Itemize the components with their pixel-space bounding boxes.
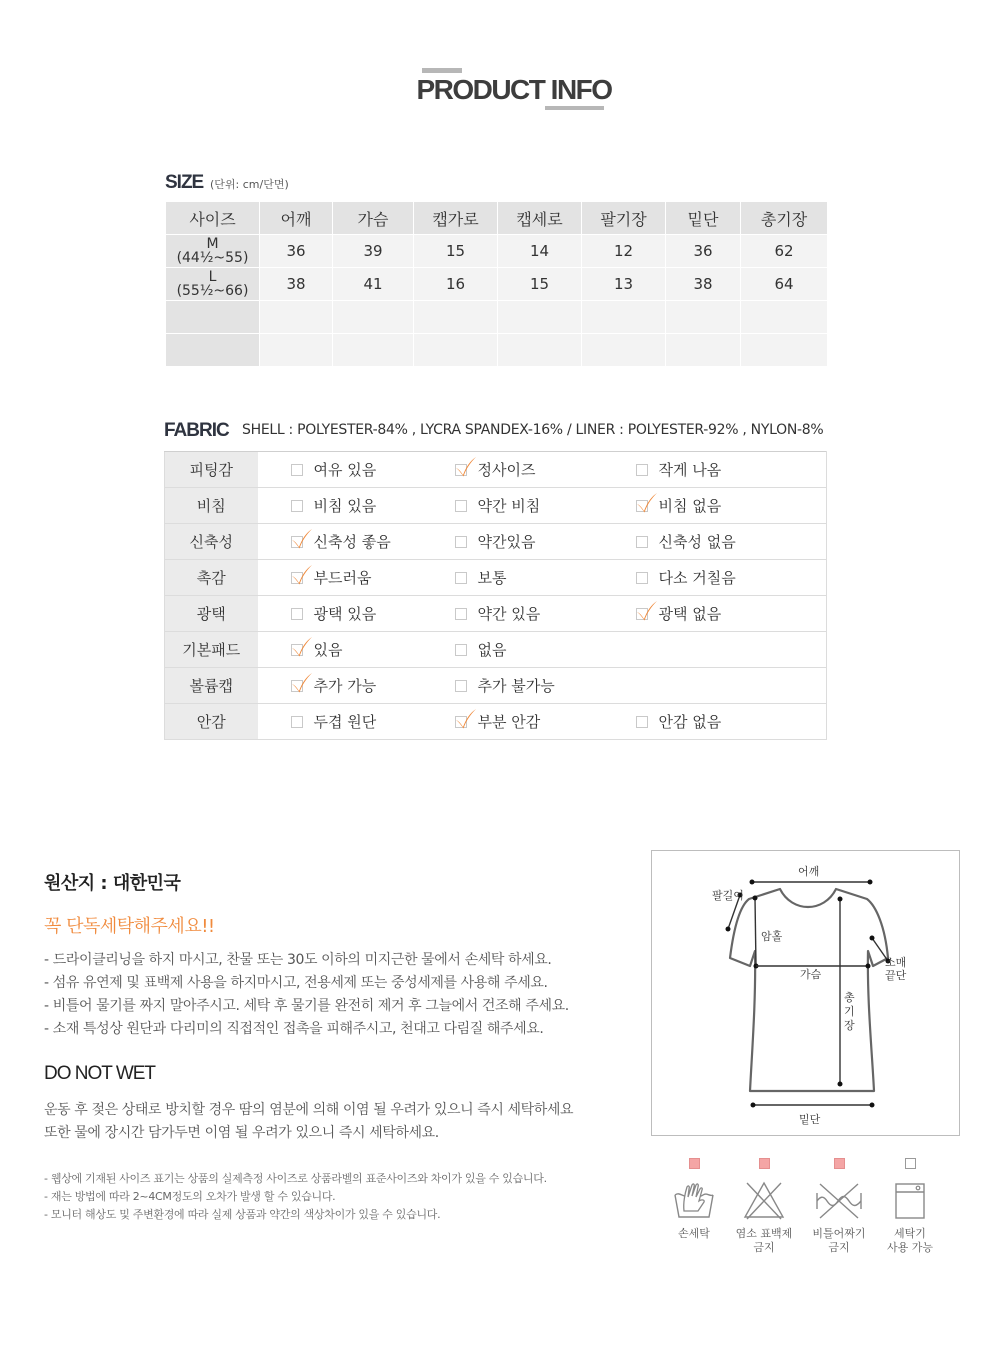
care-indicator (759, 1158, 770, 1169)
size-disclaimer (44, 1170, 547, 1224)
fabric-option-label: 다소 거칠음 (658, 569, 736, 587)
fabric-option (440, 495, 621, 516)
fabric-option (258, 531, 440, 552)
fabric-row (165, 668, 827, 704)
title-bar-bottom (545, 106, 604, 110)
fabric-option-label: 추가 가능 (313, 677, 377, 695)
size-row-label (166, 235, 260, 268)
do-not-wet-line: 운동 후 젖은 상태로 방치할 경우 땀의 염분에 의해 이염 될 우려가 있으니 즉시 세탁하세요 (44, 1102, 574, 1118)
fabric-option-label: 신축성 좋음 (313, 533, 391, 551)
fabric-option (440, 603, 621, 624)
size-header-row (166, 202, 828, 235)
fabric-option-label: 정사이즈 (477, 461, 536, 479)
checkmark-icon (634, 492, 658, 514)
size-cell: 39 (333, 235, 414, 268)
size-cell (741, 334, 828, 367)
size-cell: 16 (414, 268, 498, 301)
fabric-option (258, 603, 440, 624)
size-col-header: 총기장 (741, 202, 828, 235)
fabric-option-label: 비침 있음 (313, 497, 377, 515)
fabric-option-label: 약간 있음 (477, 605, 541, 623)
size-row-label (166, 301, 260, 334)
fabric-option (258, 567, 440, 588)
size-cell: 15 (414, 235, 498, 268)
fabric-option-cell (621, 704, 827, 740)
fabric-option-cell (621, 596, 827, 632)
do-not-wet-title: DO NOT WET (44, 1063, 156, 1084)
fabric-option (621, 531, 827, 552)
wash-warning: 꼭 단독세탁해주세요!! (44, 916, 215, 937)
fabric-option-cell (440, 488, 621, 524)
size-cell: 62 (741, 235, 828, 268)
fabric-row (165, 632, 827, 668)
fabric-option-cell (258, 488, 440, 524)
size-cell: 14 (498, 235, 582, 268)
size-cell: 15 (498, 268, 582, 301)
checkmark-icon (289, 636, 313, 658)
checkmark-icon (289, 564, 313, 586)
fabric-option-label: 작게 나옴 (658, 461, 722, 479)
size-cell (260, 334, 333, 367)
diagram-label-chest: 가슴 (800, 968, 822, 981)
care-indicator (689, 1158, 700, 1169)
size-cell (333, 301, 414, 334)
checkmark-icon (453, 708, 477, 730)
fabric-row (165, 452, 827, 488)
checkbox-icon (455, 572, 467, 584)
size-col-header: 캡가로 (414, 202, 498, 235)
size-table (165, 201, 828, 367)
fabric-option (440, 711, 621, 732)
page-title: PRODUCT INFO (416, 74, 612, 105)
fabric-row-label: 비침 (165, 488, 258, 524)
fabric-row-label: 피팅감 (165, 452, 258, 488)
size-row-empty (166, 334, 828, 367)
measurement-diagram (651, 850, 960, 1136)
fabric-row (165, 704, 827, 740)
fabric-option-cell (258, 632, 440, 668)
no-bleach-icon (741, 1181, 787, 1221)
fabric-option-cell (258, 596, 440, 632)
fabric-option (440, 639, 621, 660)
size-col-header: 사이즈 (166, 202, 260, 235)
disclaimer-item: - 재는 방법에 따라 2~4CM정도의 오차가 발생 할 수 있습니다. (44, 1190, 336, 1203)
size-row (166, 235, 828, 268)
diagram-label-shoulder: 어깨 (798, 865, 820, 878)
care-icon-hand-wash (654, 1158, 734, 1241)
checkbox-icon (291, 716, 303, 728)
checkbox-icon (291, 464, 303, 476)
fabric-option-label: 비침 없음 (658, 497, 722, 515)
size-col-header: 밑단 (666, 202, 741, 235)
fabric-option-label: 신축성 없음 (658, 533, 736, 551)
size-cell (333, 334, 414, 367)
size-range: (44½~55) (176, 250, 249, 266)
size-row (166, 268, 828, 301)
size-cell: 36 (260, 235, 333, 268)
size-cell (666, 334, 741, 367)
fabric-heading: FABRIC (164, 420, 229, 441)
no-wring-icon (814, 1181, 864, 1221)
size-col-header: 가슴 (333, 202, 414, 235)
fabric-row-label: 볼륨캡 (165, 668, 258, 704)
fabric-option-cell (621, 632, 827, 668)
size-cell: 13 (582, 268, 666, 301)
size-cell: 38 (260, 268, 333, 301)
checkmark-icon (634, 600, 658, 622)
size-cell: 38 (666, 268, 741, 301)
fabric-option-label: 안감 없음 (658, 713, 722, 731)
fabric-option (258, 711, 440, 732)
title-bar-top (422, 68, 462, 73)
care-indicator (834, 1158, 845, 1169)
care-icon-no-bleach (724, 1158, 804, 1255)
disclaimer-item: - 모니터 해상도 및 주변환경에 따라 실제 상품과 약간의 색상차이가 있을 수 있습니다. (44, 1208, 441, 1221)
care-item: - 드라이클리닝을 하지 마시고, 찬물 또는 30도 이하의 미지근한 물에서 손세탁 하세요. (44, 952, 552, 968)
fabric-option-cell (440, 524, 621, 560)
size-col-header: 팔기장 (582, 202, 666, 235)
fabric-row (165, 596, 827, 632)
washing-machine-icon (890, 1181, 930, 1221)
fabric-row (165, 488, 827, 524)
size-cell (414, 301, 498, 334)
fabric-option (621, 711, 827, 732)
fabric-option (258, 495, 440, 516)
fabric-option (258, 459, 440, 480)
fabric-option-cell (440, 704, 621, 740)
size-cell (498, 334, 582, 367)
fabric-option-label: 없음 (477, 641, 507, 659)
fabric-row-label: 광택 (165, 596, 258, 632)
size-row-label (166, 268, 260, 301)
hand-wash-icon (671, 1181, 717, 1221)
care-icon-label: 세탁기 사용 가능 (886, 1227, 933, 1254)
fabric-row-label: 촉감 (165, 560, 258, 596)
size-cell (498, 301, 582, 334)
care-icon-label: 비틀어짜기 금지 (812, 1227, 866, 1254)
checkbox-icon (636, 572, 648, 584)
care-icon-label: 염소 표백제 금지 (735, 1227, 793, 1254)
fabric-option-label: 보통 (477, 569, 507, 587)
care-icon-label: 손세탁 (678, 1227, 710, 1240)
fabric-option-label: 부분 안감 (477, 713, 541, 731)
fabric-option-label: 약간있음 (477, 533, 536, 551)
fabric-composition: SHELL : POLYESTER-84% , LYCRA SPANDEX-16% / LINER : POLYESTER-92% , NYLON-8% (242, 422, 824, 438)
size-cell: 12 (582, 235, 666, 268)
fabric-option-label: 여유 있음 (313, 461, 377, 479)
fabric-table (164, 451, 827, 740)
fabric-option (440, 675, 621, 696)
tshirt-outline-icon (652, 851, 961, 1137)
fabric-option (621, 567, 827, 588)
care-icon-washing-machine (870, 1158, 950, 1255)
fabric-option-label: 부드러움 (313, 569, 372, 587)
disclaimer-item: - 웹상에 기재된 사이즈 표기는 상품의 실제측정 사이즈로 상품라벨의 표준사이즈와 차이가 있을 수 있습니다. (44, 1172, 547, 1185)
care-item: - 비틀어 물기를 짜지 말아주시고. 세탁 후 물기를 완전히 제거 후 그늘에서 건조해 주세요. (44, 998, 569, 1014)
fabric-option-cell (621, 524, 827, 560)
diagram-label-armhole: 암홀 (761, 930, 783, 943)
fabric-option (258, 639, 440, 660)
fabric-option (621, 495, 827, 516)
checkbox-icon (291, 608, 303, 620)
checkmark-icon (289, 528, 313, 550)
do-not-wet-text (44, 1099, 573, 1145)
fabric-option-cell (258, 560, 440, 596)
fabric-option (621, 603, 827, 624)
fabric-option-label: 광택 없음 (658, 605, 722, 623)
size-cell: 36 (666, 235, 741, 268)
fabric-row-label: 안감 (165, 704, 258, 740)
size-cell: 41 (333, 268, 414, 301)
diagram-label-sleeve-length: 팔길이 (712, 889, 744, 902)
size-col-header: 캡세로 (498, 202, 582, 235)
fabric-option-cell (621, 488, 827, 524)
size-cell (260, 301, 333, 334)
fabric-option-cell (258, 668, 440, 704)
size-cell (666, 301, 741, 334)
checkbox-icon (455, 680, 467, 692)
fabric-option (440, 567, 621, 588)
checkbox-icon (455, 608, 467, 620)
checkbox-icon (455, 644, 467, 656)
fabric-option-label: 광택 있음 (313, 605, 377, 623)
size-name: L (208, 269, 217, 285)
size-cell: 64 (741, 268, 828, 301)
fabric-option-cell (440, 560, 621, 596)
fabric-option-cell (440, 452, 621, 488)
fabric-option-cell (440, 596, 621, 632)
fabric-option-cell (258, 704, 440, 740)
diagram-label-hem: 밑단 (799, 1113, 821, 1126)
fabric-option-label: 약간 비침 (477, 497, 541, 515)
size-name: M (206, 236, 219, 252)
care-instructions (44, 949, 569, 1041)
size-cell (582, 334, 666, 367)
fabric-option-label: 추가 불가능 (477, 677, 555, 695)
fabric-option-cell (258, 524, 440, 560)
fabric-option (440, 459, 621, 480)
fabric-option-cell (621, 668, 827, 704)
size-row-empty (166, 301, 828, 334)
fabric-row-label: 기본패드 (165, 632, 258, 668)
care-item: - 소재 특성상 원단과 다리미의 직접적인 접촉을 피해주시고, 천대고 다림질 해주세요. (44, 1021, 544, 1037)
fabric-option-cell (621, 560, 827, 596)
fabric-row (165, 560, 827, 596)
origin-text: 원산지 : 대한민국 (44, 873, 181, 894)
fabric-option-cell (440, 668, 621, 704)
diagram-label-total-length: 총기장 (844, 991, 855, 1032)
checkbox-icon (455, 500, 467, 512)
diagram-label-sleeve-hem: 끝단 (885, 969, 907, 982)
size-col-header: 어깨 (260, 202, 333, 235)
care-indicator (905, 1158, 916, 1169)
size-cell (582, 301, 666, 334)
fabric-option-label: 있음 (313, 641, 343, 659)
size-cell (414, 334, 498, 367)
size-range: (55½~66) (176, 283, 249, 299)
checkmark-icon (453, 456, 477, 478)
care-icon-no-wring (799, 1158, 879, 1255)
checkbox-icon (636, 536, 648, 548)
fabric-option-label: 두겹 원단 (313, 713, 377, 731)
fabric-row-label: 신축성 (165, 524, 258, 560)
fabric-row (165, 524, 827, 560)
fabric-option-cell (621, 452, 827, 488)
checkbox-icon (636, 464, 648, 476)
checkmark-icon (289, 672, 313, 694)
care-item: - 섬유 유연제 및 표백제 사용을 하지마시고, 전용세제 또는 중성세제를 사용해 주세요. (44, 975, 548, 991)
size-heading: SIZE (165, 172, 204, 193)
fabric-option (258, 675, 440, 696)
fabric-option (440, 531, 621, 552)
size-row-label (166, 334, 260, 367)
checkbox-icon (291, 500, 303, 512)
size-unit: (단위: cm/단면) (210, 178, 289, 191)
size-cell (741, 301, 828, 334)
fabric-option (621, 459, 827, 480)
fabric-option-cell (440, 632, 621, 668)
diagram-label-sleeve-hem: 소매 (885, 956, 907, 969)
checkbox-icon (636, 716, 648, 728)
checkbox-icon (455, 536, 467, 548)
fabric-option-cell (258, 452, 440, 488)
do-not-wet-line: 또한 물에 장시간 담가두면 이염 될 우려가 있으니 즉시 세탁하세요. (44, 1125, 439, 1141)
